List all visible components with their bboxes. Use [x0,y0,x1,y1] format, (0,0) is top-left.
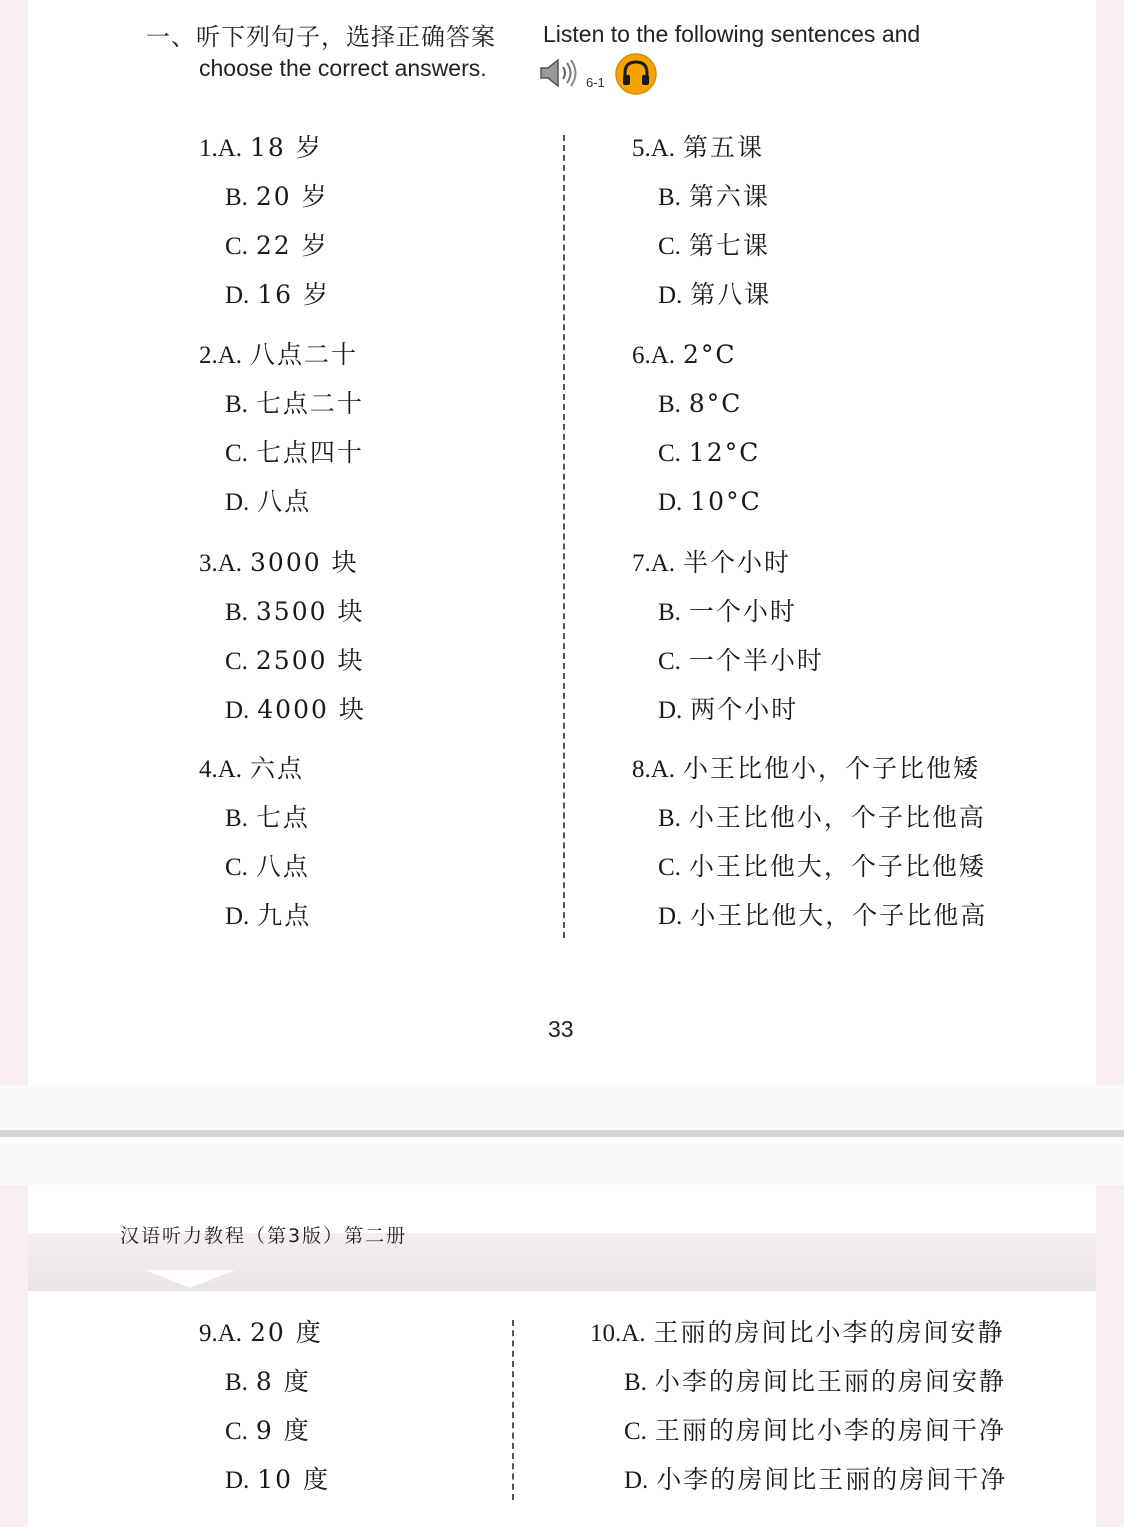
question-7-option-a[interactable] [632,548,791,579]
column-divider [563,135,565,938]
option-text: 一个半小时 [688,646,824,675]
option-label: D. [225,903,250,930]
option-label: D. [658,489,683,516]
question-number: 2. [199,342,218,369]
option-label: D. [225,697,250,724]
option-label: C. [225,854,248,881]
option-label: C. [225,440,248,467]
page-number: 33 [548,1016,574,1042]
option-label: C. [658,440,681,467]
option-text: 12°C [688,438,761,467]
option-text: 10°C [690,487,762,516]
page-separator [0,1130,1124,1137]
option-text: 2500 块 [255,646,365,675]
question-6-option-d[interactable] [658,487,762,518]
question-6-option-c[interactable] [658,438,760,469]
question-3-option-a[interactable] [199,548,359,579]
option-text: 九点 [257,901,312,930]
option-text: 八点二十 [250,340,359,369]
option-text: 七点四十 [255,438,364,467]
question-7-option-b[interactable] [658,597,797,628]
question-10-option-b[interactable] [624,1367,1006,1398]
option-text: 10 度 [257,1465,331,1494]
option-text: 小李的房间比王丽的房间安静 [654,1367,1006,1396]
book-title: 汉语听力教程（第3版）第二册 [120,1225,408,1247]
question-2-option-b[interactable] [225,389,364,420]
option-text: 3500 块 [255,597,365,626]
question-5-option-a[interactable] [632,133,764,164]
option-label: D. [624,1467,649,1494]
option-text: 20 岁 [255,182,329,211]
option-label: C. [658,233,681,260]
option-label: B. [225,805,248,832]
option-label: A. [650,342,676,369]
question-number: 8. [632,756,651,783]
question-number: 1. [199,135,218,162]
question-3-option-b[interactable] [225,597,364,628]
option-text: 22 岁 [255,231,329,260]
question-number: 9. [199,1320,218,1347]
question-number: 5. [632,135,651,162]
option-text: 一个小时 [688,597,797,626]
question-4-option-a[interactable] [199,754,304,785]
question-number: 4. [199,756,218,783]
option-label: A. [217,1320,243,1347]
option-text: 小王比他大，个子比他矮 [688,852,986,881]
option-label: A. [621,1320,646,1347]
option-label: A. [217,342,243,369]
question-number: 7. [632,550,651,577]
option-text: 第八课 [690,280,772,309]
option-label: D. [225,282,250,309]
option-text: 小王比他大，个子比他高 [690,901,988,930]
instruction-chinese: 一、听下列句子，选择正确答案 [146,23,496,51]
option-text: 8 度 [255,1367,311,1396]
option-text: 小李的房间比王丽的房间干净 [656,1465,1008,1494]
question-10-option-d[interactable] [624,1465,1007,1496]
left-page-edge-2 [0,1185,28,1527]
option-label: C. [225,1418,248,1445]
question-8-option-c[interactable] [658,852,986,883]
question-3-option-c[interactable] [225,646,364,677]
option-text: 第六课 [688,182,770,211]
option-label: B. [658,599,681,626]
option-text: 第七课 [688,231,770,260]
option-text: 第五课 [683,133,765,162]
option-label: A. [650,550,676,577]
question-4-option-b[interactable] [225,803,310,834]
left-page-edge [0,0,28,1085]
question-1-option-d[interactable] [225,280,330,311]
option-text: 七点二十 [255,389,364,418]
question-6-option-a[interactable] [632,340,737,371]
speaker-icon[interactable] [537,55,581,91]
option-label: A. [650,135,676,162]
option-label: B. [658,805,681,832]
instruction-english-line1: Listen to the following sentences and [543,21,921,47]
option-text: 王丽的房间比小李的房间干净 [654,1416,1006,1445]
header-notch [145,1270,235,1288]
option-label: D. [658,282,683,309]
question-5-option-d[interactable] [658,280,771,311]
question-5-option-c[interactable] [658,231,770,262]
option-text: 小王比他小，个子比他矮 [683,754,981,783]
question-10-option-a[interactable] [590,1318,1005,1349]
option-text: 八点 [255,852,310,881]
option-label: A. [217,550,243,577]
option-text: 3000 块 [250,548,359,577]
option-text: 18 岁 [250,133,323,162]
option-text: 16 岁 [257,280,331,309]
option-label: C. [225,648,248,675]
option-label: A. [217,756,243,783]
option-label: B. [225,391,248,418]
option-label: D. [658,903,683,930]
question-5-option-b[interactable] [658,182,770,213]
question-8-option-a[interactable] [632,754,980,785]
question-9-option-c[interactable] [225,1416,311,1447]
question-number: 10. [590,1320,622,1347]
option-text: 六点 [250,754,305,783]
option-label: C. [658,648,681,675]
question-1-option-b[interactable] [225,182,329,213]
option-label: A. [650,756,676,783]
question-number: 6. [632,342,651,369]
track-number: 6-1 [586,75,605,90]
option-label: B. [225,184,248,211]
option-text: 4000 块 [257,695,366,724]
question-2-option-d[interactable] [225,487,311,518]
question-number: 3. [199,550,218,577]
option-label: D. [658,697,683,724]
option-text: 七点 [255,803,310,832]
question-7-option-c[interactable] [658,646,824,677]
right-page-edge [1096,0,1124,1085]
question-2-option-c[interactable] [225,438,364,469]
option-label: C. [225,233,248,260]
question-4-option-d[interactable] [225,901,311,932]
option-label: C. [624,1418,647,1445]
question-9-option-a[interactable] [199,1318,323,1349]
instruction-english-line2: choose the correct answers. [199,55,487,81]
question-3-option-d[interactable] [225,695,366,726]
question-2-option-a[interactable] [199,340,358,371]
option-label: B. [658,184,681,211]
option-text: 小王比他小，个子比他高 [688,803,986,832]
option-text: 8°C [688,389,743,418]
option-text: 20 度 [250,1318,323,1347]
question-9-option-b[interactable] [225,1367,311,1398]
option-label: B. [225,1369,248,1396]
option-label: D. [225,489,250,516]
question-9-option-d[interactable] [225,1465,330,1496]
question-6-option-b[interactable] [658,389,742,420]
option-text: 半个小时 [683,548,792,577]
right-page-edge-2 [1096,1185,1124,1527]
option-text: 两个小时 [690,695,799,724]
question-1-option-c[interactable] [225,231,329,262]
question-1-option-a[interactable] [199,133,323,164]
question-7-option-d[interactable] [658,695,798,726]
option-label: D. [225,1467,250,1494]
option-label: B. [658,391,681,418]
option-label: A. [217,135,243,162]
question-8-option-d[interactable] [658,901,987,932]
headphone-icon[interactable] [615,53,657,95]
column-divider-2 [512,1320,514,1500]
option-label: C. [658,854,681,881]
question-8-option-b[interactable] [658,803,986,834]
question-10-option-c[interactable] [624,1416,1006,1447]
option-label: B. [624,1369,647,1396]
question-4-option-c[interactable] [225,852,310,883]
option-text: 八点 [257,487,312,516]
option-label: B. [225,599,248,626]
option-text: 王丽的房间比小李的房间安静 [653,1318,1005,1347]
option-text: 9 度 [255,1416,311,1445]
option-text: 2°C [683,340,737,369]
